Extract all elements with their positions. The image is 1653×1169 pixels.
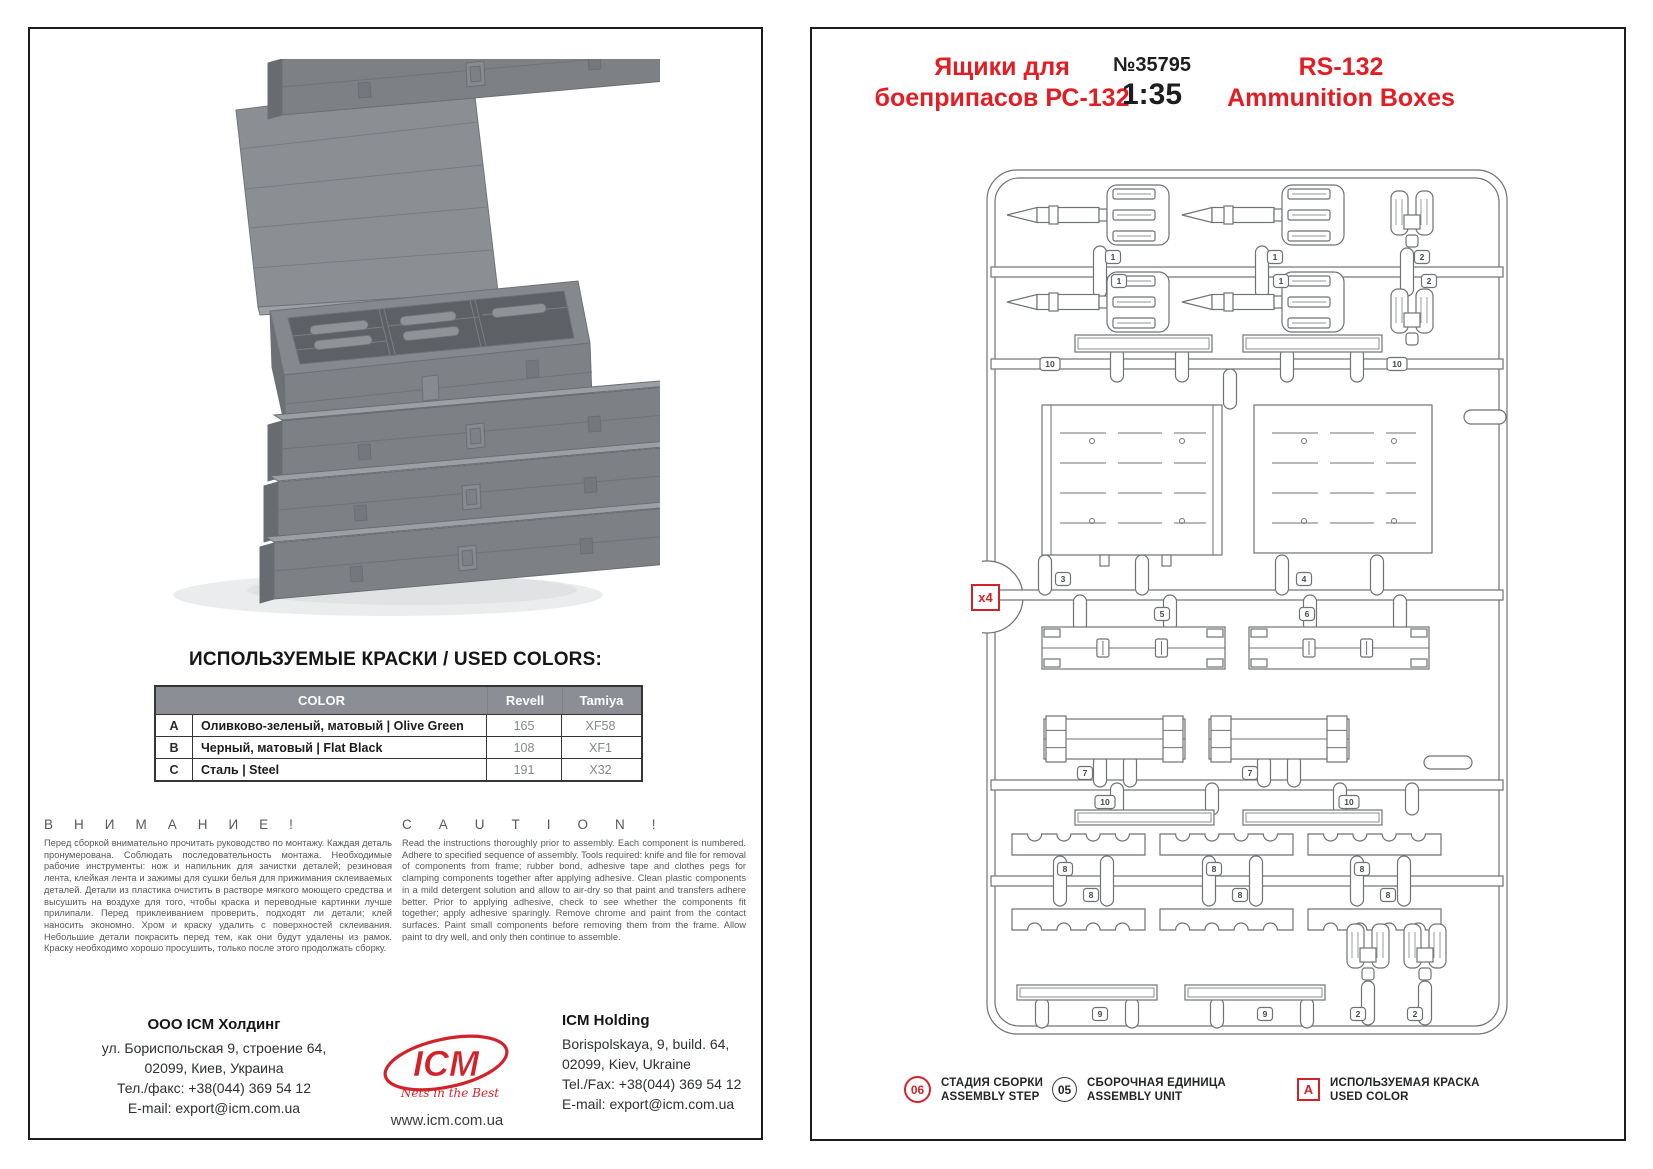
company-name-ru: ООО ICM Холдинг — [147, 1016, 281, 1033]
color-letter: B — [156, 737, 193, 758]
svg-text:3: 3 — [1060, 574, 1066, 585]
used-color-badge: A — [1297, 1078, 1320, 1101]
tamiya-code: XF1 — [561, 737, 639, 758]
kit-title-en-line1: RS-132 — [1298, 53, 1384, 81]
kit-scale: 1:35 — [1121, 78, 1183, 111]
legend-assembly-step — [904, 1076, 1043, 1104]
quantity-label: x4 — [978, 590, 993, 605]
kit-title-ru-line2: боеприпасов РС-132 — [874, 84, 1130, 112]
color-letter: C — [156, 759, 193, 780]
legend-label-ru: ИСПОЛЬЗУЕМАЯ КРАСКА — [1330, 1077, 1480, 1089]
table-row — [156, 736, 641, 758]
svg-text:9: 9 — [1262, 1009, 1268, 1020]
svg-text:9: 9 — [1097, 1009, 1103, 1020]
tamiya-code: X32 — [561, 759, 639, 780]
svg-text:10: 10 — [1344, 797, 1354, 808]
assembly-unit-badge: 05 — [1052, 1077, 1077, 1102]
svg-text:1: 1 — [1272, 252, 1278, 263]
color-letter: A — [156, 715, 193, 736]
table-row — [156, 714, 641, 736]
address-en — [562, 1011, 772, 1114]
company-name-en: ICM Holding — [562, 1012, 650, 1029]
address-line: Borispolskaya, 9, build. 64, — [562, 1036, 730, 1052]
revell-code: 108 — [486, 737, 561, 758]
email-ru: E-mail: export@icm.com.ua — [127, 1100, 301, 1116]
address-line: Тел./факс: +38(044) 369 54 12 — [116, 1080, 311, 1096]
svg-text:2: 2 — [1412, 1009, 1418, 1020]
legend-used-color — [1297, 1076, 1480, 1104]
color-name: Сталь | Steel — [201, 762, 280, 777]
svg-text:1: 1 — [1278, 276, 1284, 287]
legend-label-ru: СТАДИЯ СБОРКИ — [941, 1077, 1044, 1089]
color-name: Черный, матовый | Flat Black — [201, 740, 383, 755]
svg-text:10: 10 — [1045, 359, 1055, 370]
address-line: Tel./Fax: +38(044) 369 54 12 — [562, 1076, 742, 1092]
page-left — [28, 27, 763, 1140]
svg-text:7: 7 — [1082, 768, 1088, 779]
svg-text:8: 8 — [1385, 890, 1391, 901]
svg-text:1: 1 — [1116, 276, 1122, 287]
used-colors-title: ИСПОЛЬЗУЕМЫЕ КРАСКИ / USED COLORS: — [188, 649, 603, 670]
kit-number: №35795 — [1113, 54, 1191, 76]
svg-text:2: 2 — [1426, 276, 1432, 287]
col-header-color: COLOR — [298, 693, 345, 708]
svg-text:4: 4 — [1301, 574, 1307, 585]
kit-title-en-line2: Ammunition Boxes — [1227, 84, 1455, 112]
svg-text:8: 8 — [1237, 890, 1243, 901]
kit-title-ru-line1: Ящики для — [934, 53, 1070, 81]
logo-tagline: Nets in the Best — [400, 1086, 500, 1100]
logo-text: ICM — [413, 1043, 479, 1084]
svg-text:10: 10 — [1392, 359, 1402, 370]
legend-label-en: ASSEMBLY UNIT — [1087, 1091, 1183, 1103]
svg-text:10: 10 — [1100, 797, 1110, 808]
email-en: E-mail: export@icm.com.ua — [562, 1096, 735, 1112]
address-line: 02099, Kiev, Ukraine — [562, 1056, 691, 1072]
col-header-tamiya: Tamiya — [562, 687, 640, 714]
assembly-step-badge: 06 — [904, 1076, 931, 1103]
legend-label-ru: СБОРОЧНАЯ ЕДИНИЦА — [1087, 1077, 1226, 1089]
tamiya-code: XF58 — [561, 715, 639, 736]
svg-text:8: 8 — [1211, 864, 1217, 875]
boxes-photo — [160, 59, 660, 619]
svg-text:8: 8 — [1062, 864, 1068, 875]
table-row — [156, 758, 641, 780]
website-link: www.icm.com.ua — [390, 1112, 504, 1129]
caution-title-ru: ВНИМАНИЕ! — [44, 817, 314, 832]
svg-text:8: 8 — [1359, 864, 1365, 875]
quantity-badge — [972, 585, 999, 610]
legend-label-en: ASSEMBLY STEP — [941, 1091, 1040, 1103]
color-name: Оливково-зеленый, матовый | Olive Green — [201, 718, 464, 733]
revell-code: 165 — [486, 715, 561, 736]
col-header-revell: Revell — [487, 687, 562, 714]
svg-text:5: 5 — [1159, 609, 1165, 620]
svg-text:2: 2 — [1355, 1009, 1361, 1020]
caution-text-ru: Перед сборкой внимательно прочитать руководство по монтажу. Каждая деталь пронумерована. Соблюдать последовательность монтажа. Необходимые рабочие инструменты: нож и напильник для зачистки деталей; резиновая лента, клейкая лента и зажимы для сушки белья для прижимания склеиваемых деталей. Детали из пластика очистить в растворе мягкого моющего средства и высушить на воздухе для того, чтобы краска и переводные картинки лучше прилипали. Перед приклеиванием проверить, подходят ли детали; клей наносить экономно. Хром и краску удалить с поверхностей склеивания. Небольшие детали покрасить перед тем, как они будут удалены из рамок. Краску необходимо хорошо просушить, только после этого продолжать сборку. — [44, 838, 392, 954]
address-line: 02099, Киев, Украина — [144, 1060, 284, 1076]
legend-assembly-unit — [1052, 1076, 1226, 1104]
legend-label-en: USED COLOR — [1330, 1091, 1409, 1103]
svg-text:6: 6 — [1304, 609, 1310, 620]
address-line: ул. Бориспольская 9, строение 64, — [101, 1040, 327, 1056]
used-colors-table — [154, 685, 643, 782]
icm-logo — [380, 1027, 512, 1107]
address-ru — [58, 1015, 370, 1118]
svg-text:8: 8 — [1088, 890, 1094, 901]
sprue-diagram — [812, 29, 1628, 1143]
svg-text:1: 1 — [1110, 252, 1116, 263]
caution-title-en: CAUTION! — [402, 817, 683, 832]
page-right — [810, 27, 1626, 1141]
caution-text-en: Read the instructions thoroughly prior to assembly. Each component is numbered. Adhere to specified sequence of assembly. Tools required: knife and file for removal of components from frame; rubber bond, adhesive tape and clothes pegs for clamping components together after applying adhesive. Clean plastic components in a mild detergent solution and allow to air-dry so that paint and transfers adhere better. Prior to applying adhesive, check to see whether the components fit together; apply adhesive sparingly. Remove chrome and paint from the contact surfaces. Paint small components before removing them from the frame. Allow paint to dry well, and only then continue to assemble. — [402, 838, 746, 942]
table-header-row — [156, 687, 641, 714]
svg-text:2: 2 — [1419, 252, 1425, 263]
svg-text:7: 7 — [1247, 768, 1253, 779]
revell-code: 191 — [486, 759, 561, 780]
